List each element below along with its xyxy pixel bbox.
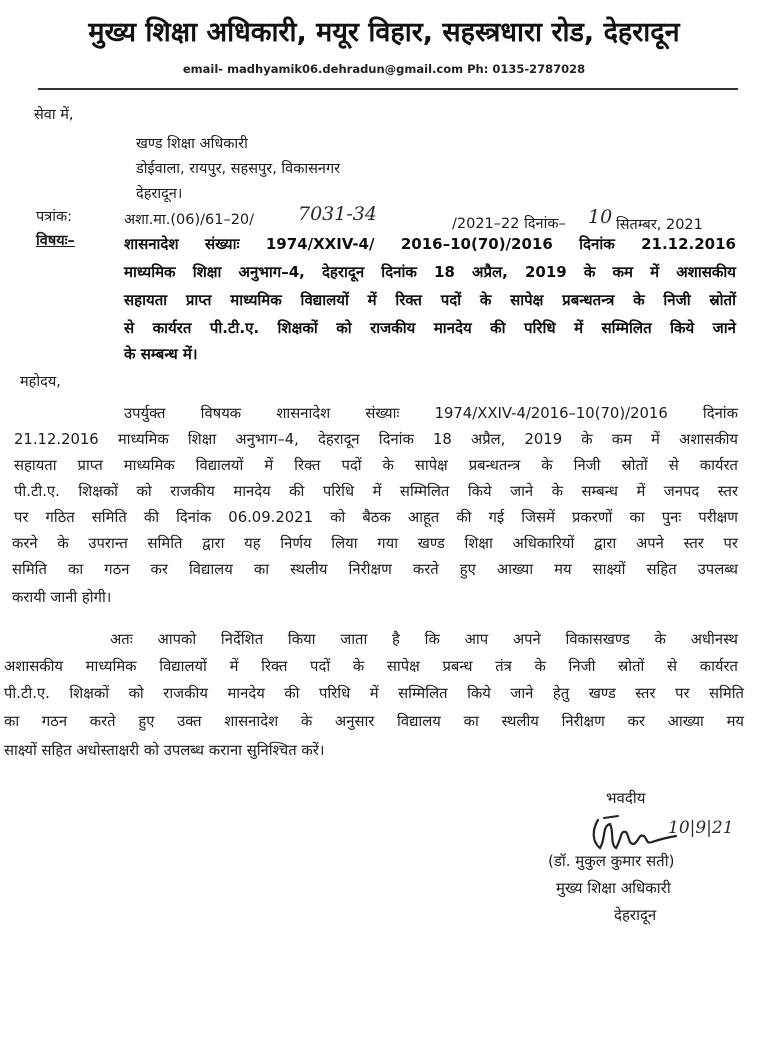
- subject-line-3: सहायता प्राप्त माध्यमिक विद्यालयों में रिक्त पदों के सापेक्ष प्रबन्धतन्त्र के निजी स्रोतों: [124, 291, 736, 309]
- reference-label: पत्रांक:: [36, 209, 73, 225]
- handwritten-date: 10|9|21: [668, 818, 734, 838]
- paragraph-2-line: पी.टी.ए. शिक्षकों को राजकीय मानदेय की परिधि में सम्मिलित किये जाने हेतु खण्ड स्तर पर समिति: [4, 685, 744, 702]
- paragraph-1-line: करने के उपरान्त समिति द्वारा यह निर्णय लिया गया खण्ड शिक्षा अधिकारियों द्वारा अपने स्तर पर: [12, 535, 738, 552]
- paragraph-2-line: अशासकीय माध्यमिक विद्यालयों में रिक्त पदों के सापेक्ष प्रबन्ध तंत्र के निजी स्रोतों से कार्यरत: [4, 658, 738, 675]
- paragraph-1-line: उपर्युक्त विषयक शासनादेश संख्याः 1974/XXIV-4/2016–10(70)/2016 दिनांक: [124, 405, 738, 422]
- greeting: महोदय,: [20, 374, 61, 390]
- paragraph-2-line: का गठन करते हुए उक्त शासनादेश के अनुसार विद्यालय का स्थलीय निरीक्षण कर आख्या मय: [4, 713, 744, 730]
- reference-handwritten-day: 10: [588, 206, 613, 228]
- recipient-blocks: डोईवाला, रायपुर, सहसपुर, विकासनगर: [136, 161, 341, 177]
- recipient-designation: खण्ड शिक्षा अधिकारी: [136, 136, 248, 152]
- subject-line-4: से कार्यरत पी.टी.ए. शिक्षकों को राजकीय मानदेय की परिधि में सम्मिलित किये जाने: [124, 319, 736, 337]
- signatory-place: देहरादून: [614, 906, 657, 924]
- reference-prefix: अशा.मा.(06)/61–20/: [124, 212, 255, 228]
- paragraph-1-line: करायी जानी होगी।: [12, 589, 112, 606]
- letterhead-title: मुख्य शिक्षा अधिकारी, मयूर विहार, सहस्त्रधारा रोड, देहरादून: [88, 17, 680, 48]
- paragraph-2-line: अतः आपको निर्देशित किया जाता है कि आप अपने विकासखण्ड के अधीनस्थ: [110, 631, 738, 648]
- subject-line-1: शासनादेश संख्याः 1974/XXIV-4/ 2016–10(70)/2016 दिनांक 21.12.2016: [124, 235, 736, 253]
- reference-date-tail: सितम्बर, 2021: [616, 217, 703, 233]
- signatory-designation: मुख्य शिक्षा अधिकारी: [556, 879, 671, 897]
- subject-line-2: माध्यमिक शिक्षा अनुभाग–4, देहरादून दिनांक 18 अप्रैल, 2019 के कम में अशासकीय: [124, 263, 736, 281]
- letterhead-contact: email- madhyamik06.dehradun@gmail.com Ph: 0135-2787028: [182, 62, 586, 76]
- paragraph-1-line: पी.टी.ए. शिक्षकों को राजकीय मानदेय की परिधि में सम्मिलित किये जाने के सम्बन्ध में जनपद स्तर: [14, 483, 738, 500]
- subject-line-5: के सम्बन्ध में।: [124, 345, 198, 363]
- closing: भवदीय: [606, 789, 646, 807]
- letterhead-divider: [38, 88, 738, 90]
- reference-suffix: /2021–22 दिनांक–: [452, 216, 566, 232]
- paragraph-1-line: 21.12.2016 माध्यमिक शिक्षा अनुभाग–4, देहरादून दिनांक 18 अप्रैल, 2019 के कम में अशासकीय: [14, 431, 738, 448]
- subject-label: विषयः–: [36, 233, 75, 249]
- paragraph-1-line: पर गठित समिति की दिनांक 06.09.2021 को बैठक आहूत की गई जिसमें प्रकरणों का पुनः परीक्षण: [14, 509, 738, 526]
- reference-handwritten-number: 7031-34: [298, 203, 377, 225]
- recipient-city: देहरादून।: [136, 186, 183, 202]
- paragraph-1-line: समिति का गठन कर विद्यालय का स्थलीय निरीक्षण करते हुए आख्या मय साक्ष्यों सहित उपलब्ध: [12, 561, 738, 578]
- signatory-name: (डॉ. मुकुल कुमार सती): [548, 852, 675, 870]
- paragraph-1-line: सहायता प्राप्त माध्यमिक विद्यालयों में रिक्त पदों के सापेक्ष प्रबन्धतन्त्र के निजी स्रोतों से कार्यरत: [14, 457, 738, 474]
- salutation: सेवा में,: [34, 107, 74, 123]
- paragraph-2-line: साक्ष्यों सहित अधोस्ताक्षरी को उपलब्ध कराना सुनिश्चित करें।: [4, 742, 325, 759]
